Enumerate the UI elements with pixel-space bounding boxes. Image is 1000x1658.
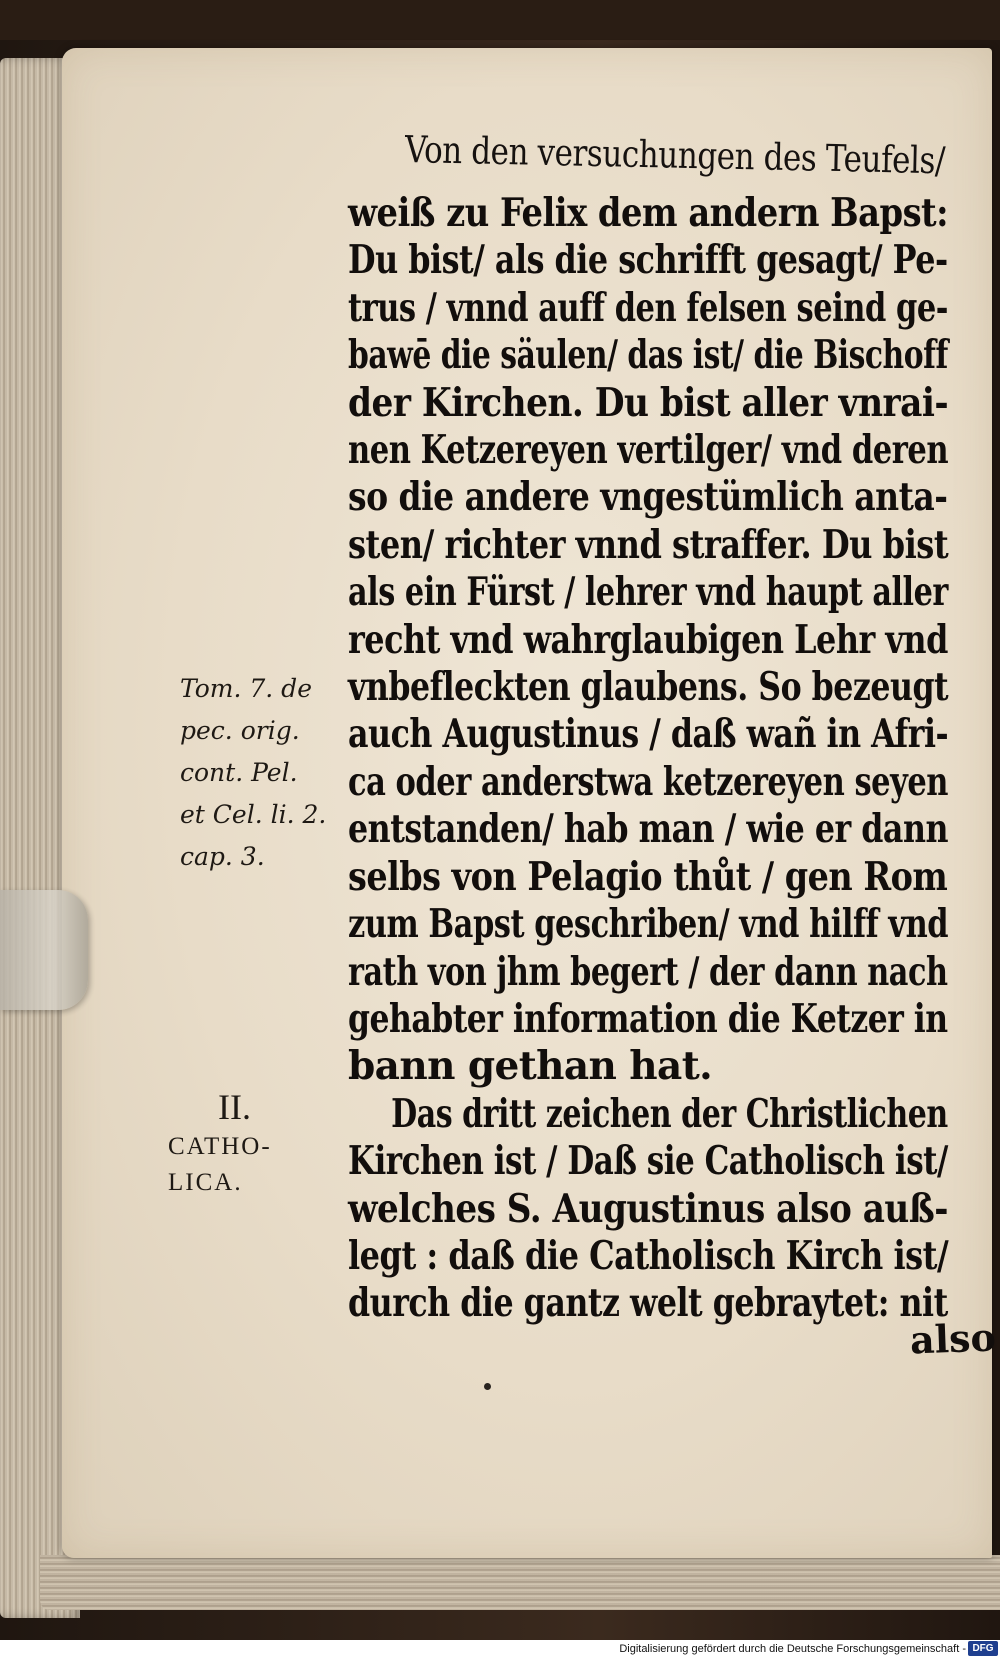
body-line: weiß zu Felix dem andern Bapst: [348,190,949,236]
page-edges-bottom [40,1555,1000,1610]
body-line: bawē die säulen/ das ist/ die Bischoff [348,332,948,379]
side-heading-line: LICA. [168,1169,243,1196]
body-line: entstanden/ hab man / wie er dann [348,806,949,853]
dfg-logo-icon: DFG [968,1641,998,1656]
side-heading-line: CATHO- [168,1133,272,1160]
body-line: auch Augustinus / daß wañ in Afri- [348,711,949,758]
body-line: bann gethan hat. [348,1043,713,1090]
body-line: zum Bapst geschriben/ vnd hilff vnd [348,901,949,948]
body-line: nen Ketzereyen vertilger/ vnd deren [348,427,949,474]
body-line: vnbefleckten glaubens. So bezeugt [348,664,949,711]
catchword: also [909,1314,997,1363]
marginal-note-line: et Cel. li. 2. [180,800,327,829]
body-line: so die andere vngestümlich anta- [348,474,948,521]
marginal-note-line: Tom. 7. de [180,674,312,703]
body-line: trus / vnnd auff den felsen seind ge- [348,284,948,331]
body-line: rath von jhm begert / der dann nach [348,948,948,995]
body-line: als ein Fürst / lehrer vnd haupt aller [348,569,948,616]
body-line: selbs von Pelagio thůt / gen Rom [348,853,948,900]
body-line: recht vnd wahrglaubigen Lehr vnd [348,616,948,663]
body-line: legt : daß die Catholisch Kirch ist/ [348,1232,949,1279]
marginal-note-line: pec. orig. [180,716,300,745]
body-line: Kirchen ist / Daß sie Catholisch ist/ [348,1138,948,1185]
marginal-note-line: cap. 3. [180,842,265,871]
body-line: welches S. Augustinus also auß- [348,1185,948,1232]
body-text [348,190,948,1328]
footer-credit: Digitalisierung gefördert durch die Deutsche Forschungsgemeinschaft - [619,1643,966,1655]
ink-dot [484,1383,491,1390]
side-heading [168,1085,343,1201]
body-line: gehabter information die Ketzer in [348,995,948,1042]
body-line: ca oder anderstwa ketzereyen seyen [348,758,948,805]
body-line: sten/ richter vnnd straffer. Du bist [348,521,949,568]
body-line: durch die gantz welt gebraytet: nit [348,1280,948,1327]
side-heading-number: II. [218,1087,251,1127]
body-line: Das dritt zeichen der Christlichen [391,1090,948,1137]
page-tab-marker [0,890,88,1010]
marginal-note-line: cont. Pel. [180,758,298,787]
running-head: Von den versuchungen des Teufels/ [404,128,946,183]
body-line: der Kirchen. Du bist aller vnrai- [348,379,949,426]
body-line: Du bist/ als die schrifft gesagt/ Pe- [348,237,948,284]
marginal-note-reference [180,668,350,878]
